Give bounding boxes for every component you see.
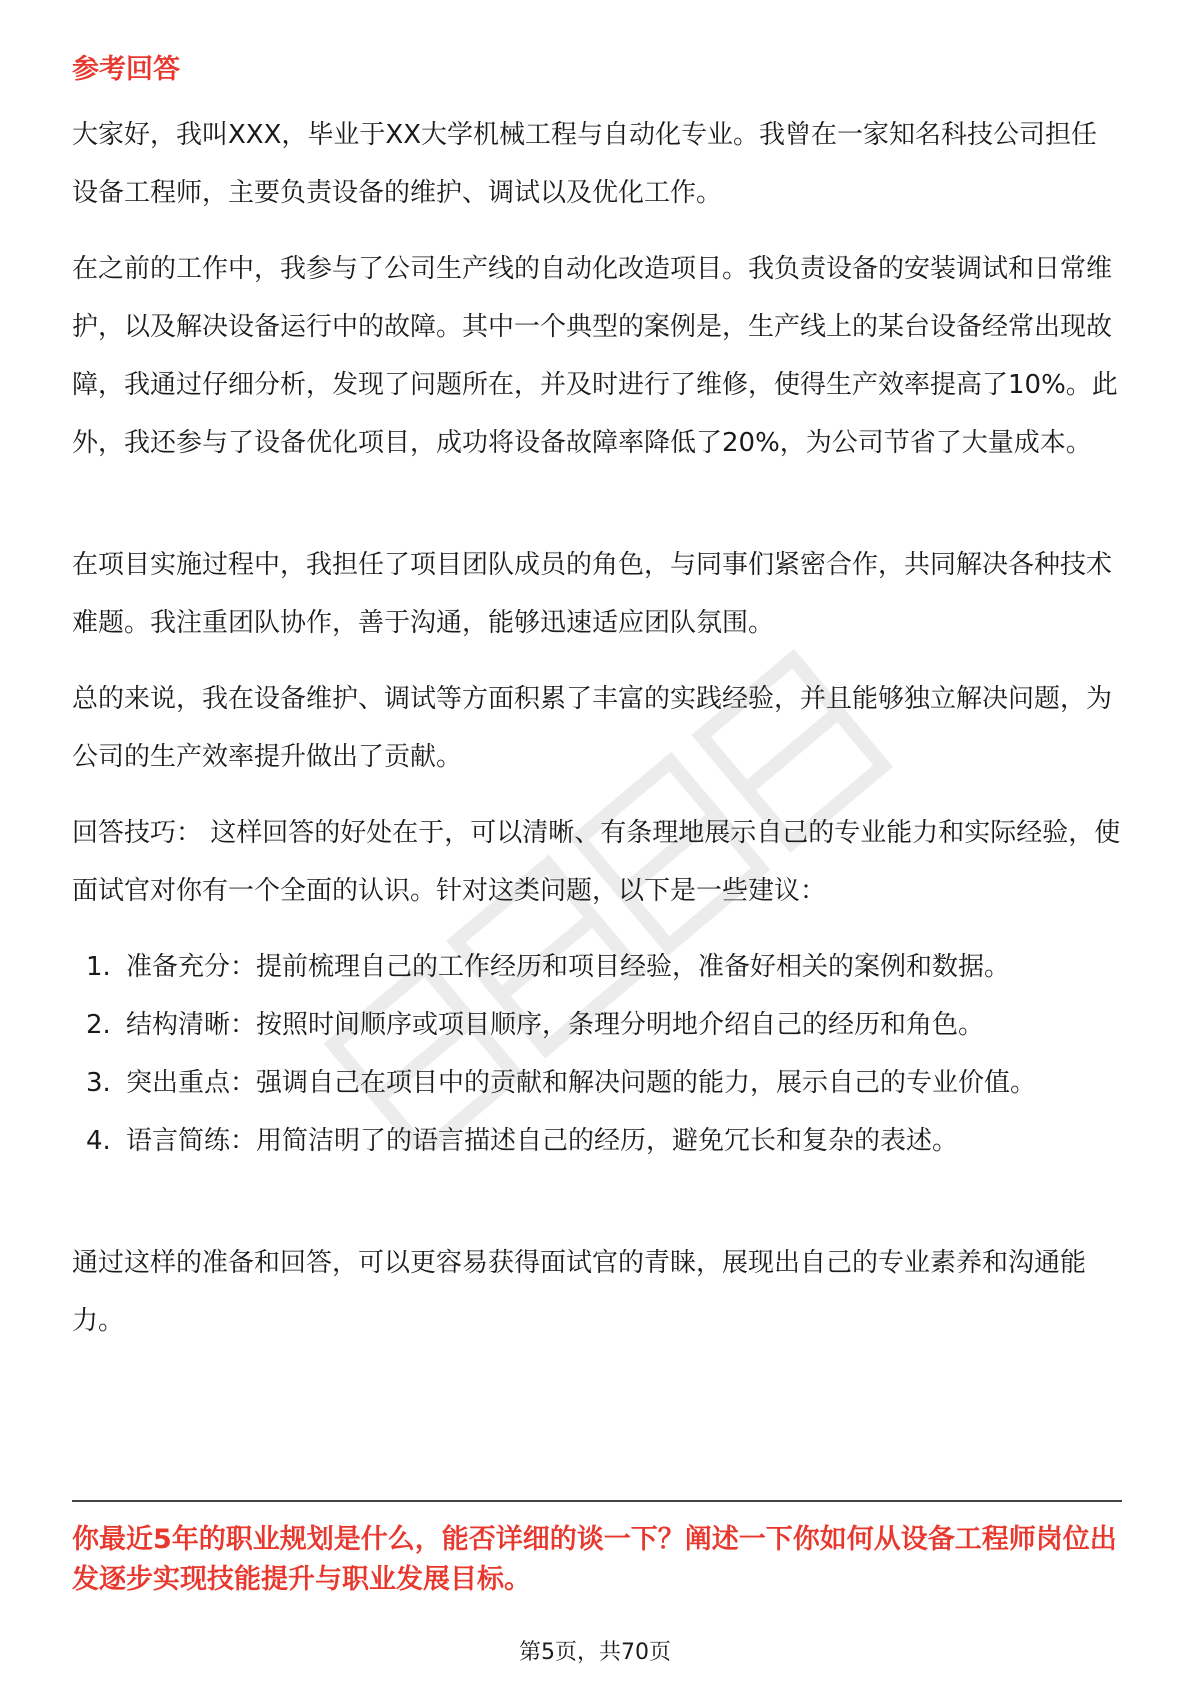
- page-number: 第5页，共70页: [519, 1640, 671, 1665]
- list-item-text: 语言简练：用简洁明了的语言描述自己的经历，避免冗长和复杂的表述。: [126, 1126, 959, 1156]
- section-divider: [72, 1500, 1122, 1502]
- paragraph-experience: 在之前的工作中，我参与了公司生产线的自动化改造项目。我负责设备的安装调试和日常维护，以及解决设备运行中的故障。其中一个典型的案例是，生产线上的某台设备经常出现故障，我通过仔细分析，发现了问题所在，并及时进行了维修，使得生产效率提高了10%。此外，我还参与了设备优化项目，成功将设备故障率降低了20%，为公司节省了大量成本。: [72, 254, 1118, 458]
- paragraph-summary: 总的来说，我在设备维护、调试等方面积累了丰富的实践经验，并且能够独立解决问题，为公司的生产效率提升做出了贡献。: [72, 684, 1113, 772]
- section-title: 参考回答: [72, 54, 180, 85]
- paragraph-intro: 大家好，我叫XXX，毕业于XX大学机械工程与自动化专业。我曾在一家知名科技公司担任设备工程师，主要负责设备的维护、调试以及优化工作。: [72, 120, 1098, 208]
- list-item-number: 4.: [86, 1126, 111, 1156]
- list-item: [72, 1112, 1122, 1170]
- next-question-title: 你最近5年的职业规划是什么，能否详细的谈一下？阐述一下你如何从设备工程师岗位出发逐步实现技能提升与职业发展目标。: [72, 1524, 1117, 1595]
- list-item-number: 1.: [86, 952, 111, 982]
- paragraph-teamwork: 在项目实施过程中，我担任了项目团队成员的角色，与同事们紧密合作，共同解决各种技术难题。我注重团队协作，善于沟通，能够迅速适应团队氛围。: [72, 550, 1113, 638]
- list-item: [72, 996, 1122, 1054]
- list-item-number: 2.: [86, 1010, 111, 1040]
- list-item: [72, 938, 1122, 996]
- list-item-text: 结构清晰：按照时间顺序或项目顺序，条理分明地介绍自己的经历和角色。: [126, 1010, 985, 1040]
- paragraph-tips-intro: 回答技巧： 这样回答的好处在于，可以清晰、有条理地展示自己的专业能力和实际经验，使面试官对你有一个全面的认识。针对这类问题，以下是一些建议：: [72, 818, 1121, 906]
- list-item-number: 3.: [86, 1068, 111, 1098]
- tips-list: [72, 938, 1122, 1170]
- paragraph-closing: 通过这样的准备和回答，可以更容易获得面试官的青睐，展现出自己的专业素养和沟通能力。: [72, 1248, 1087, 1336]
- list-item-text: 突出重点：强调自己在项目中的贡献和解决问题的能力，展示自己的专业价值。: [126, 1068, 1037, 1098]
- list-item-text: 准备充分：提前梳理自己的工作经历和项目经验，准备好相关的案例和数据。: [126, 952, 1011, 982]
- list-item: [72, 1054, 1122, 1112]
